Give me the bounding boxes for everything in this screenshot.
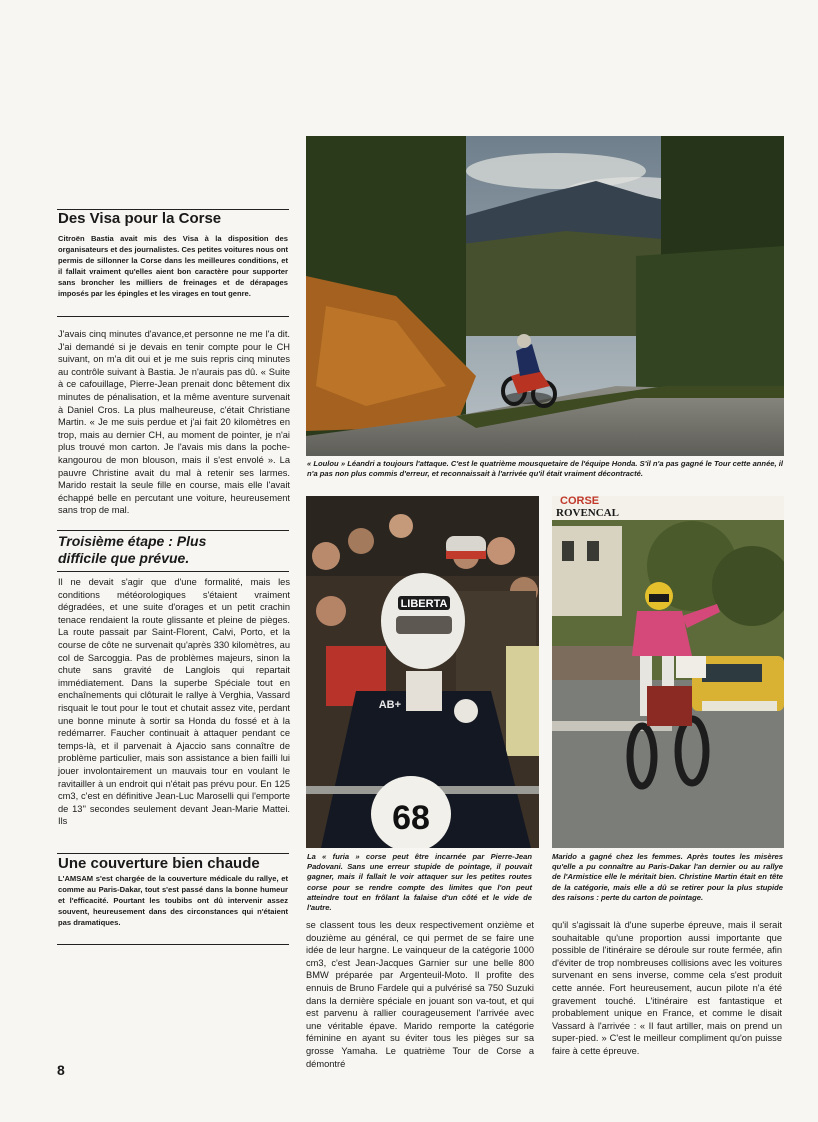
photo-leandri-mountain-road-image [306, 136, 784, 456]
right-column-text: qu'il s'agissait là d'une superbe épreuve, mais il serait souhaitable qu'une proportion aussi importante que possible de l'itinéraire se déroule sur route fermée, afin d'éviter de trop nombreuses collisions avec les voitures survenant en sens inverse, comme cela s'est produit cette année. Fort heureusement, aucun pilote n'a été gravement touché. L'itinéraire est fantastique et probablement unique en France, et comme le disait Vassard à l'arrivée : « Il faut artiller, mais on prend un super-pied. » C'est le meilleur compliment qu'on puisse faire à cette épreuve. [552, 920, 782, 1056]
photo-marido-arrival-image [552, 496, 784, 848]
race-number-text: 68 [392, 799, 430, 837]
sidebar-couverture-text: L'AMSAM s'est chargée de la couverture médicale du rallye, et comme au Paris-Dakar, tout s'est passé dans la bonne humeur et l'efficacité. Pourtant les toubibs ont dû intervenir assez souvent, heureusement dans des circonstances qui n'étaient pas dramatiques. [58, 874, 288, 927]
sidebar-visa-text: Citroën Bastia avait mis des Visa à la disposition des organisateurs et des journalistes. Ces petites voitures nous ont permis de sillonner la Corse dans les meilleures conditions, et il fallait vraiment qu'elles aient bon caractère pour supporter sans broncher les milliers de freinages et de dérapages imposés par les épingles et les virages en tout genre. [58, 234, 288, 298]
sidebar-couverture-title: Une couverture bien chaude [58, 855, 260, 872]
sidebar-visa-bottom-rule [57, 316, 289, 317]
photo-leandri-mountain-road [306, 136, 784, 456]
sidebar-visa-title: Des Visa pour la Corse [58, 210, 222, 227]
left-paragraph-2: Il ne devait s'agir que d'une formalité, mais les conditions météorologiques s'étaient vraiment dégradées, et une suite d'orages et un petit crachin tenace rendaient la route glissante et pleine de pièges. La route passait par Saint-Florent, Calvi, Porto, et la course de côte ne survenait qu'après 330 kilomètres, au col de Sarcoggia. Pas de problèmes majeurs, sinon la chute sans gravité de Langlois qui repartait immédiatement. Dans la superbe Spéciale tout en enchaînements qui clôturait le rallye à Verghia, Vassard risquait le tout pour le tout et chutait assez vite, perdant une bonne minute à sortir sa Honda du fossé et à la redémarrer. Faucher continuait à attaquer pendant ce temps-là, et il parvenait à Ajaccio sans connaître de problème particulier, mais son assistance a bien failli lui jouer involontairement un mauvais tour en voulant le ravitailler à un endroit qui n'était pas prévu pour. En 125 cm3, c'est en définitive Jean-Luc Maroselli qui l'emporte de 13'' secondes seulement devant Jean-Marie Mattei. Ils [58, 577, 290, 827]
sidebar-couverture-bottom-rule [57, 944, 289, 945]
photo-padovani-crowd-image [306, 496, 539, 848]
page-number: 8 [57, 1062, 65, 1078]
left-paragraph-1: J'avais cinq minutes d'avance,et personne ne me l'a dit. J'ai demandé si je devais en tenir compte pour le CH suivant, on m'a dit oui et je me suis repris cinq minutes au contrôle suivant à Bastia. Je n'aurais pas dû. « Suite à ce cafouillage, Pierre-Jean prenait donc bêtement dix minutes de pénalisation, et la même aventure survenait à Daniel Cros. La plus malheureuse, c'était Christiane Martin. « Je me suis perdue et j'ai fait 20 kilomètres en trop, mais au dernier CH, au moment de pointer, je n'ai plus trouvé mon carton. Je l'avais mis dans la poche-kangourou de mon blouson, mais il s'est envolé ». La pauvre Christine avait du mal à retenir ses larmes. Marido restait la seule fille en course, mais elle l'avait échappé belle en percutant une voiture, heureusement sans trop de mal. [58, 329, 290, 516]
sidebar-couverture-top-rule [57, 853, 289, 854]
helmet-logo-text: LIBERTA [400, 598, 448, 610]
photo-marido-arrival [552, 496, 784, 848]
jacket-patch-text: AB+ [378, 699, 401, 711]
section-title-bottom-rule [57, 571, 289, 572]
photo-padovani-crowd [306, 496, 539, 848]
banner-provencal-text: ROVENCAL [556, 507, 619, 519]
caption-left-photo: La « furia » corse peut être incarnée par Pierre-Jean Padovani. Sans une erreur stupide de pointage, il pouvait gagner, mais il fallait le voir attaquer sur les petites routes corse pour se rendre compte des limites que l'on peut atteindre tout en frôlant la falaise d'un côté et le vide de l'autre. [307, 852, 532, 913]
caption-top-photo: « Loulou » Léandri a toujours l'attaque. C'est le quatrième mousquetaire de l'équipe Honda. S'il n'a pas gagné le Tour cette année, il n'a pas non plus commis d'erreur, et reconnaissait à l'arrivée qu'il était vraiment décontracté. [307, 459, 783, 479]
section-title-top-rule [57, 530, 289, 531]
middle-column-text: se classent tous les deux respectivement onzième et douzième au général, ce qui permet de se faire une idée de leur hargne. Le vainqueur de la catégorie 1000 cm3, c'est Jean-Jacques Garnier sur une belle 800 BMW préparée par Argenteuil-Moto. Il profite des ennuis de Bruno Fardele qui a pulvérisé sa 750 Suzuki dans la dernière spéciale en jouant son va-tout, et qui est parvenu à rallier courageusement l'arrivée avec une véritable épave. Marido remporte la catégorie féminine en ayant su éviter tous les pièges sur sa grosse Yamaha. Le quatrième Tour de Corse a démontré [306, 920, 534, 1069]
banner-corse-text: CORSE [560, 496, 600, 507]
section-title-troisieme-etape: Troisième étape : Plus difficile que prévue. [58, 533, 207, 566]
caption-right-photo: Marido a gagné chez les femmes. Après toutes les misères qu'elle a pu connaître au Paris-Dakar l'an dernier ou au rallye de l'Armistice elle le méritait bien. Christine Martin était en tête de la catégorie, mais elle a dû se retirer pour la plus stupide des raisons : perte du carton de pointage. [552, 852, 783, 902]
